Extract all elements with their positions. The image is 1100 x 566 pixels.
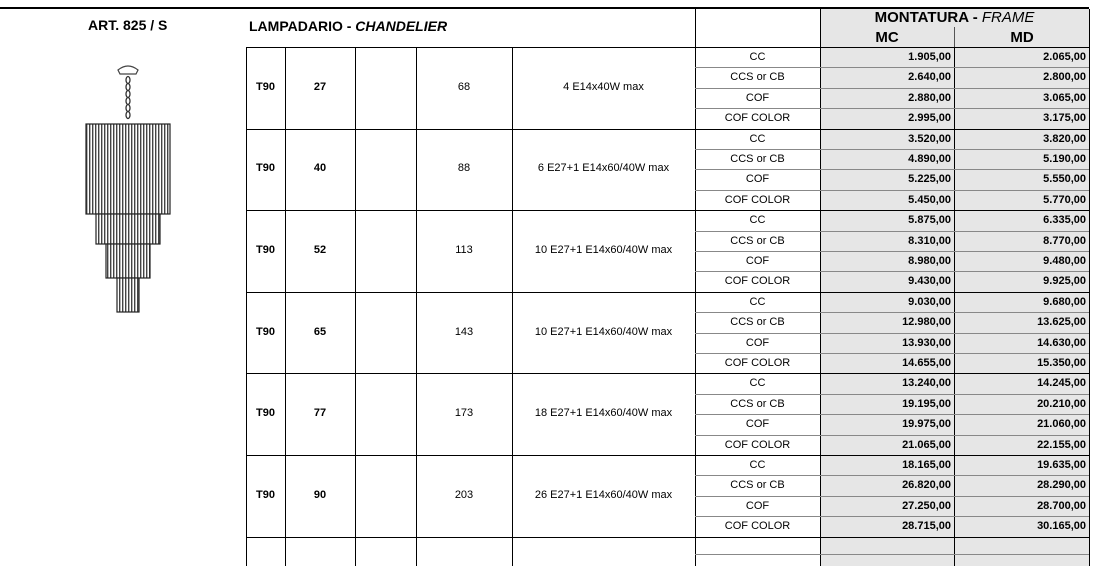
price-mc: 12.980,00 [902,316,951,329]
finish-label: CCS or CB [730,397,785,410]
model-diameter: 65 [313,325,327,338]
group-rule [246,129,1089,130]
frame-title-separator: - [972,9,978,26]
finish-label: COF [745,418,770,431]
model-code: T90 [256,407,275,420]
finish-rule [695,394,1089,395]
price-md: 2.800,00 [1043,71,1086,84]
price-md: 19.635,00 [1037,459,1086,471]
product-name: LAMPADARIO [249,18,343,34]
price-md: 3.175,00 [1043,112,1086,125]
price-md: 2.065,00 [1043,51,1086,63]
price-md: 5.190,00 [1043,153,1086,165]
finish-label: COF COLOR [724,112,791,125]
column-header-md: MD [1010,29,1034,46]
model-diameter: 40 [313,162,327,175]
price-mc: 9.430,00 [908,275,951,288]
header-divider [954,27,955,47]
finish-label: COF COLOR [724,520,791,533]
price-mc: 28.715,00 [902,520,951,533]
price-mc: 21.065,00 [902,438,951,451]
price-md: 9.680,00 [1043,295,1086,308]
product-title [249,18,447,34]
finish-rule [695,88,1089,89]
price-mc: 9.030,00 [908,295,951,308]
price-mc: 5.225,00 [908,173,951,186]
finish-label: COF COLOR [724,275,791,288]
price-mc: 2.880,00 [908,91,951,104]
price-md: 8.770,00 [1043,234,1086,247]
finish-rule [695,149,1089,150]
price-md: 3.820,00 [1043,132,1086,145]
frame-title [820,9,1089,26]
model-code: T90 [256,325,275,338]
header-rule [246,47,1089,48]
price-md: 21.060,00 [1037,418,1086,431]
price-md: 14.630,00 [1037,336,1086,349]
finish-rule [695,108,1089,109]
finish-rule [695,516,1089,517]
article-code: ART. 825 / S [88,17,168,33]
finish-rule [695,190,1089,191]
finish-rule [695,271,1089,272]
price-mc: 19.195,00 [902,397,951,410]
finish-rule [695,169,1089,170]
price-md: 5.550,00 [1043,173,1086,186]
model-code: T90 [256,80,275,93]
model-lamps: 6 E27+1 E14x60/40W max [537,162,670,175]
title-separator: - [346,18,352,34]
price-mc: 19.975,00 [902,418,951,431]
model-diameter: 52 [313,244,327,256]
finish-rule [695,554,1089,555]
price-md: 14.245,00 [1037,377,1086,390]
model-lamps: 4 E14x40W max [563,80,644,93]
model-height: 173 [454,407,474,420]
price-mc: 18.165,00 [902,459,951,471]
finish-label: COF [745,255,770,267]
model-diameter: 77 [313,407,327,420]
model-diameter: 90 [313,488,327,501]
finish-rule [695,333,1089,334]
finish-label: COF COLOR [724,193,791,206]
model-height: 88 [457,162,471,175]
price-md: 20.210,00 [1037,397,1086,410]
finish-rule [695,475,1089,476]
finish-label: COF COLOR [724,438,791,451]
column-rule [355,47,356,566]
finish-label: COF [745,336,770,349]
price-md: 13.625,00 [1037,316,1086,329]
model-lamps: 18 E27+1 E14x60/40W max [534,407,673,420]
price-md: 22.155,00 [1037,438,1086,451]
finish-label: CC [749,377,766,390]
price-md: 5.770,00 [1043,193,1086,206]
finish-label: CC [749,459,766,471]
price-mc: 27.250,00 [902,499,951,512]
finish-rule [695,353,1089,354]
price-md: 9.480,00 [1043,255,1086,267]
price-md: 9.925,00 [1043,275,1086,288]
finish-label: CCS or CB [730,153,785,165]
finish-label: COF [745,499,770,512]
finish-label: CC [749,132,766,145]
finish-rule [695,251,1089,252]
finish-rule [695,496,1089,497]
finish-rule [695,312,1089,313]
price-mc: 2.995,00 [908,112,951,125]
price-mc: 2.640,00 [908,71,951,84]
group-rule [246,537,1089,538]
frame-title-it: MONTATURA [874,9,969,26]
finish-rule [695,67,1089,68]
finish-label: CCS or CB [730,234,785,247]
model-height: 113 [455,244,473,256]
finish-label: COF COLOR [724,357,791,369]
price-mc: 13.930,00 [902,336,951,349]
frame-title-en: FRAME [981,9,1035,26]
group-rule [246,455,1089,456]
price-mc: 3.520,00 [908,132,951,145]
price-md: 3.065,00 [1043,91,1086,104]
group-rule [246,373,1089,374]
price-md: 15.350,00 [1037,357,1086,369]
model-code: T90 [256,244,275,256]
group-rule [246,292,1089,293]
chandelier-illustration [80,62,176,314]
model-height: 143 [454,325,474,338]
finish-label: COF [745,173,770,186]
finish-label: CCS or CB [730,479,785,492]
price-mc: 5.875,00 [908,214,951,227]
model-height: 203 [454,488,474,501]
price-mc: 4.890,00 [908,153,951,165]
price-mc: 8.310,00 [908,234,951,247]
finish-label: CC [749,214,766,227]
price-mc: 5.450,00 [908,193,951,206]
finish-rule [695,414,1089,415]
price-md: 30.165,00 [1037,520,1086,533]
model-code: T90 [256,162,275,175]
finish-label: CCS or CB [730,71,785,84]
price-mc: 13.240,00 [902,377,951,390]
model-lamps: 26 E27+1 E14x60/40W max [534,488,673,501]
price-md: 6.335,00 [1043,214,1086,227]
finish-label: CCS or CB [730,316,785,329]
model-code: T90 [256,488,275,501]
model-lamps: 10 E27+1 E14x60/40W max [534,244,673,256]
price-md: 28.290,00 [1037,479,1086,492]
model-height: 68 [457,80,471,93]
column-rule [1089,9,1090,566]
finish-rule [695,435,1089,436]
finish-label: CC [749,295,766,308]
price-mc: 1.905,00 [908,51,951,63]
model-lamps: 10 E27+1 E14x60/40W max [534,325,673,338]
price-mc: 8.980,00 [908,255,951,267]
price-md: 28.700,00 [1037,499,1086,512]
column-header-mc: MC [875,29,899,46]
finish-label: CC [749,51,766,63]
model-diameter: 27 [313,80,327,93]
finish-label: COF [745,91,770,104]
group-rule [246,210,1089,211]
product-name-en: CHANDELIER [355,18,448,34]
price-mc: 14.655,00 [902,357,951,369]
price-mc: 26.820,00 [902,479,951,492]
finish-rule [695,231,1089,232]
